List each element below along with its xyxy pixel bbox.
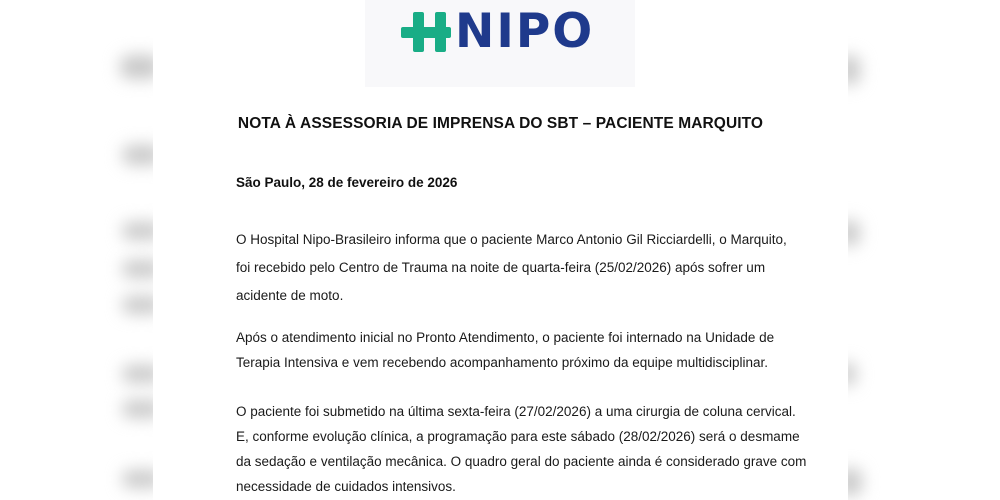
document-page [153, 0, 848, 500]
paragraph-surgery [236, 399, 807, 499]
text-line: O Hospital Nipo-Brasileiro informa que o paciente Marco Antonio Gil Ricciardelli, o Marquito, [236, 232, 787, 247]
logo-wordmark: NIPO [455, 4, 595, 59]
blurred-background-left [0, 0, 153, 500]
hospital-logo [401, 4, 595, 59]
text-line: E, conforme evolução clínica, a programação para este sábado (28/02/2026) será o desmame [236, 429, 800, 444]
text-line: Terapia Intensiva e vem recebendo acompanhamento próximo da equipe multidisciplinar. [236, 355, 769, 370]
document-date: São Paulo, 28 de fevereiro de 2026 [236, 175, 458, 190]
text-line: foi recebido pelo Centro de Trauma na noite de quarta-feira (25/02/2026) após sofrer um [236, 260, 766, 275]
blurred-background-right [848, 0, 1000, 500]
paragraph-admission [236, 226, 796, 310]
document-title: NOTA À ASSESSORIA DE IMPRENSA DO SBT – PACIENTE MARQUITO [237, 115, 764, 132]
text-line: O paciente foi submetido na última sexta-feira (27/02/2026) a uma cirurgia de coluna cervical. [236, 404, 796, 419]
logo-box [365, 0, 635, 87]
paragraph-icu [236, 325, 796, 375]
hospital-plus-h-icon [401, 12, 451, 52]
text-line: da sedação e ventilação mecânica. O quadro geral do paciente ainda é considerado grave com [236, 454, 807, 469]
text-line: necessidade de cuidados intensivos. [236, 479, 456, 494]
text-line: Após o atendimento inicial no Pronto Atendimento, o paciente foi internado na Unidade de [236, 330, 775, 345]
text-line: acidente de moto. [236, 288, 344, 303]
